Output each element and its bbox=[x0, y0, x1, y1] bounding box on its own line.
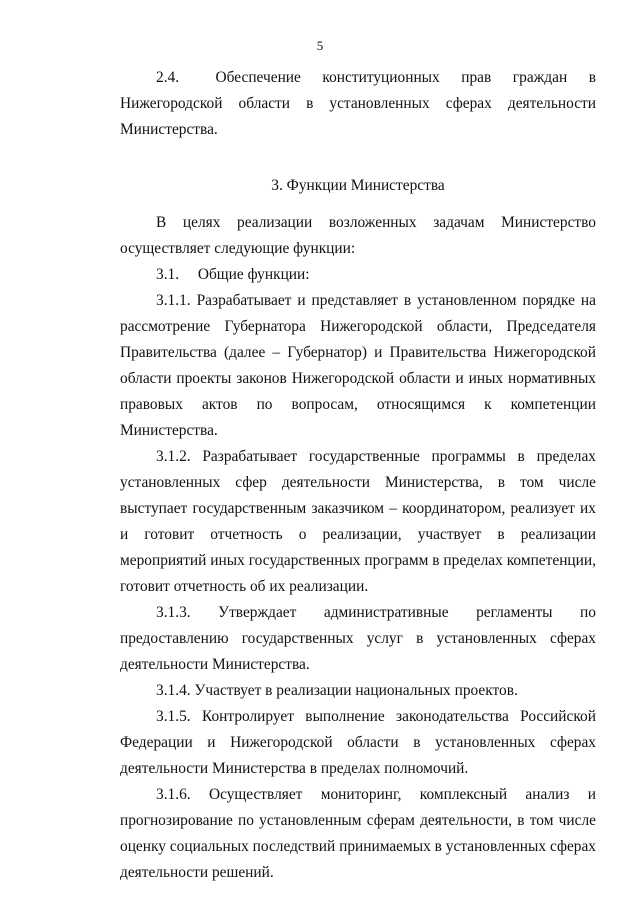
paragraph-3-1-5: 3.1.5. Контролирует выполнение законодательства Российской Федерации и Нижегородской области в установленных сферах деятельности Министерства в пределах полномочий. bbox=[120, 708, 596, 777]
paragraph-3-1-3: 3.1.3. Утверждает административные регламенты по предоставлению государственных услуг в установленных сферах деятельности Министерства. bbox=[120, 604, 596, 673]
paragraph-3-1-1: 3.1.1. Разрабатывает и представляет в установленном порядке на рассмотрение Губернатора Нижегородской области, Председателя Правительства (далее – Губернатор) и Правительства Нижегородской области проекты законов Нижегородской области и иных нормативных правовых актов по вопросам, относящимся к компетенции Министерства. bbox=[120, 292, 596, 439]
paragraph-3-1-2: 3.1.2. Разрабатывает государственные программы в пределах установленных сфер деятельности Министерства, в том числе выступает государственным заказчиком – координатором, реализует их и готовит отчетность о реализации, участвует в реализации мероприятий иных государственных программ в пределах компетенции, готовит отчетность об их реализации. bbox=[120, 448, 596, 595]
paragraph-text: Общие функции: bbox=[197, 266, 310, 283]
paragraph-3-1-6: 3.1.6. Осуществляет мониторинг, комплексный анализ и прогнозирование по установленным сферам деятельности, в том числе оценку социальных последствий принимаемых в установленных сферах деятельности решений. bbox=[120, 786, 596, 881]
paragraph-2-4 bbox=[120, 65, 596, 143]
paragraph-number: 3.1. bbox=[156, 266, 180, 283]
section-intro: В целях реализации возложенных задачам Министерство осуществляет следующие функции: bbox=[120, 214, 596, 257]
section-heading: 3. Функции Министерства bbox=[271, 177, 445, 194]
page-number: 5 bbox=[316, 38, 324, 53]
paragraph-3-1 bbox=[120, 262, 596, 288]
paragraph-3-1-4: 3.1.4. Участвует в реализации национальных проектов. bbox=[156, 682, 518, 699]
paragraph-number: 2.4. bbox=[156, 69, 180, 86]
document-body bbox=[120, 65, 596, 886]
paragraph-text: Обеспечение конституционных прав граждан в Нижегородской области в установленных сферах деятельности Министерства. bbox=[120, 69, 596, 138]
